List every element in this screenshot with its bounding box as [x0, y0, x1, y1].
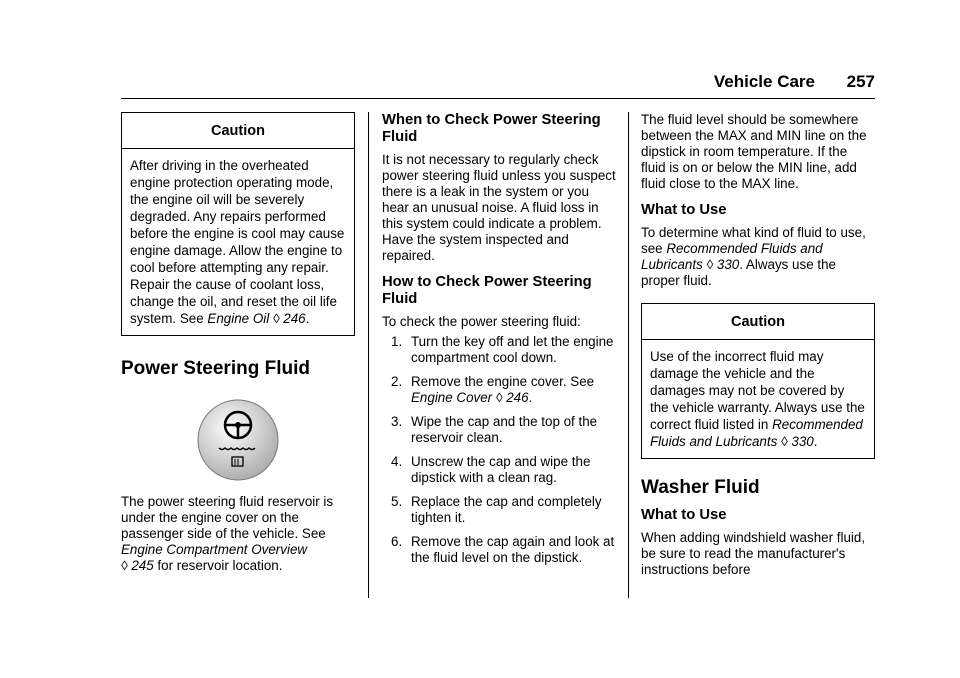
step-suffix: .: [528, 390, 533, 405]
what-pre: To determine what kind of fluid to use, see: [641, 225, 866, 256]
step-text: Wipe the cap and the top of the reservoir clean.: [411, 414, 598, 445]
list-item: [382, 414, 618, 446]
caution-text: [122, 149, 354, 335]
power-steering-heading: Power Steering Fluid: [121, 358, 310, 379]
what-post: . Always use the proper fluid.: [641, 257, 836, 288]
engine-cover-link[interactable]: Engine Cover: [411, 390, 493, 405]
what-to-use-text: [641, 225, 875, 289]
page-number: 257: [846, 72, 875, 91]
when-to-check-text: It is not necessary to regularly check power steering fluid unless you suspect there is a leak in the system or you hear an unusual noise. A fluid loss in this system could indicate a problem. Have the system inspected and repaired.: [382, 152, 616, 263]
power-steering-fluid-icon: [197, 399, 279, 481]
caution-title: Caution: [642, 304, 874, 340]
engine-cover-ref: ◊ 246: [495, 390, 529, 405]
how-to-check-heading: How to Check Power Steering Fluid: [382, 274, 592, 307]
caution-text: [642, 340, 874, 458]
list-item: [382, 534, 618, 566]
step-number: 4.: [391, 454, 403, 469]
column-2: [382, 112, 618, 566]
step-number: 3.: [391, 414, 403, 429]
list-item: [382, 494, 618, 526]
see-suffix: .: [305, 311, 310, 326]
engine-compartment-ref: ◊ 245: [121, 558, 154, 573]
steps-list: [382, 334, 618, 566]
fluid-level-text: The fluid level should be somewhere between the MAX and MIN line on the dipstick in room temperature. If the fluid is on or below the MIN line, add fluid close to the MAX line.: [641, 112, 867, 191]
washer-what-to-use-heading: What to Use: [641, 507, 727, 523]
caution-title: Caution: [122, 113, 354, 149]
para-suffix: for reservoir location.: [153, 558, 283, 573]
step-number: 2.: [391, 374, 403, 389]
power-steering-paragraph: [121, 494, 355, 574]
engine-compartment-link[interactable]: Engine Compartment Overview: [121, 542, 308, 557]
what-to-use-heading: What to Use: [641, 202, 727, 218]
caution-suffix: .: [813, 434, 818, 449]
how-to-check-intro: To check the power steering fluid:: [382, 314, 581, 329]
step-text: Remove the engine cover. See: [411, 374, 595, 389]
column-3: [641, 112, 875, 578]
page-header: [121, 70, 875, 99]
caution-ref: ◊ 330: [781, 434, 814, 449]
caution-box: [121, 112, 355, 336]
recommended-fluids-ref: ◊ 330: [706, 257, 740, 272]
caution-body-text: After driving in the overheated engine protection operating mode, the engine oil will be severely degraded. Any repairs performed before the engine is cool may cause engine damage. Allow the engine to cool before attempting any repair. Repair the cause of coolant loss, change the oil, and reset the oil life system.: [130, 158, 345, 326]
step-text: Replace the cap and completely tighten it.: [411, 494, 602, 525]
list-item: [382, 334, 618, 366]
list-item: [382, 374, 618, 406]
engine-oil-link[interactable]: Engine Oil: [207, 311, 270, 326]
step-number: 6.: [391, 534, 403, 549]
recommended-fluids-caution-link[interactable]: Recommended Fluids and Lubricants: [650, 417, 863, 449]
see-prefix: See: [179, 311, 208, 326]
column-1: [121, 112, 355, 574]
washer-fluid-text: When adding windshield washer fluid, be sure to read the manufacturer's instructions before: [641, 530, 866, 577]
step-text: Unscrew the cap and wipe the dipstick with a clean rag.: [411, 454, 591, 485]
step-number: 1.: [391, 334, 403, 349]
column-divider: [368, 112, 369, 598]
step-number: 5.: [391, 494, 403, 509]
section-title: Vehicle Care: [713, 72, 815, 91]
para-text: The power steering fluid reservoir is under the engine cover on the passenger side of the vehicle. See: [121, 494, 334, 541]
column-divider: [628, 112, 629, 598]
caution-body-text: Use of the incorrect fluid may damage the vehicle and the damages may not be covered by the vehicle warranty. Always use the correct fluid listed in: [650, 349, 865, 432]
engine-oil-ref: ◊ 246: [272, 311, 306, 326]
recommended-fluids-link[interactable]: Recommended Fluids and Lubricants: [641, 241, 823, 272]
step-text: Turn the key off and let the engine compartment cool down.: [411, 334, 614, 365]
step-text: Remove the cap again and look at the fluid level on the dipstick.: [411, 534, 615, 565]
washer-fluid-heading: Washer Fluid: [641, 477, 760, 498]
icon-container: [121, 396, 355, 484]
caution-box: [641, 303, 875, 459]
when-to-check-heading: When to Check Power Steering Fluid: [382, 112, 601, 145]
list-item: [382, 454, 618, 486]
